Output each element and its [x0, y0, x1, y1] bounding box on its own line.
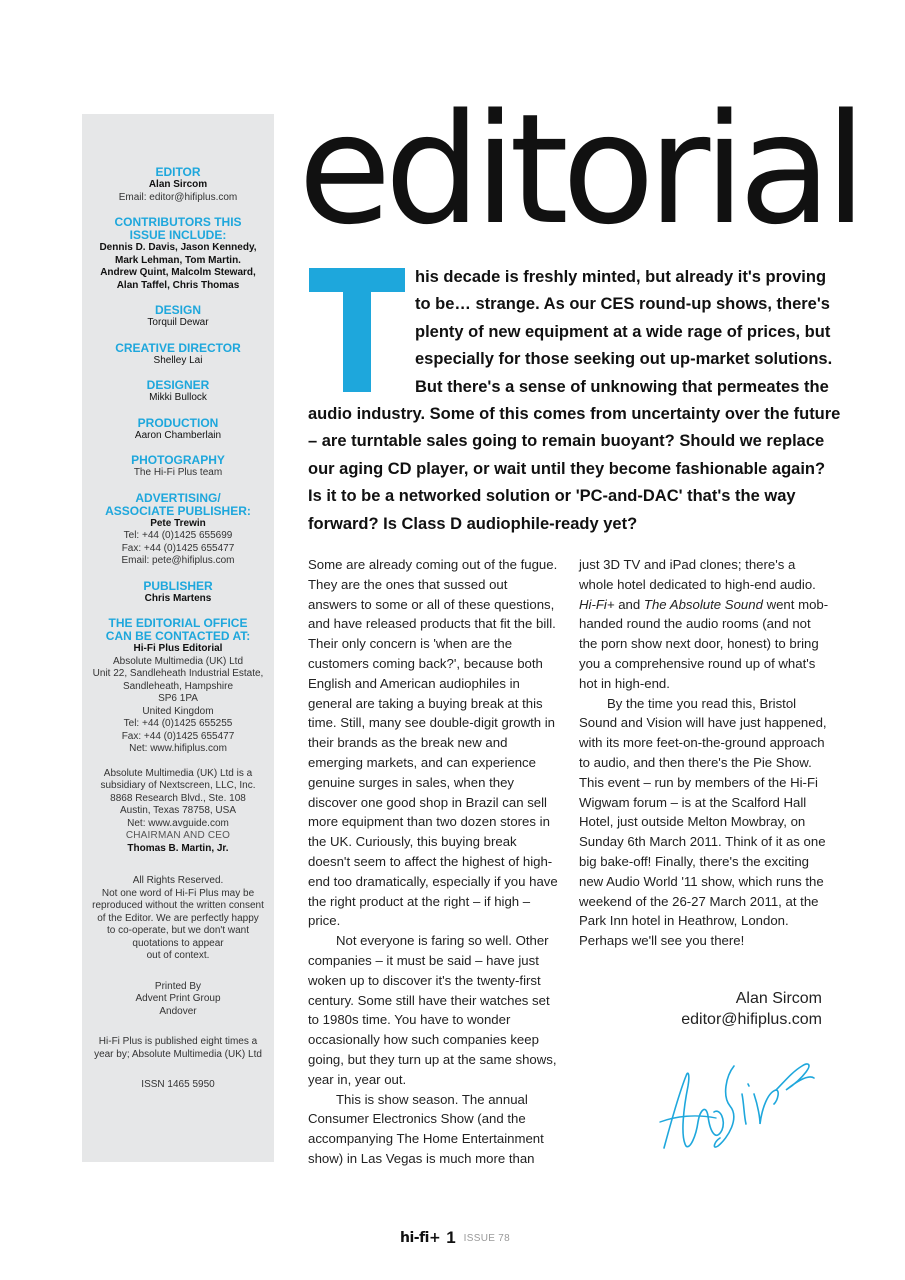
company-line: Austin, Texas 78758, USA	[120, 805, 236, 816]
advertising-tel: Tel: +44 (0)1425 655699	[123, 530, 233, 541]
company-line: subsidiary of Nextscreen, LLC, Inc.	[100, 780, 256, 791]
company-line: Absolute Multimedia (UK) Ltd is a	[103, 767, 253, 779]
office-address-line: Absolute Multimedia (UK) Ltd	[112, 655, 244, 667]
company-line: 8868 Research Blvd., Ste. 108	[110, 792, 246, 804]
advertising-heading-1: ADVERTISING/	[135, 490, 221, 505]
office-tel: Tel: +44 (0)1425 655255	[123, 718, 233, 729]
publication-name: The Absolute Sound	[643, 596, 763, 612]
standfirst-line: plenty of new equipment at a wide rage of prices, but	[415, 322, 831, 341]
page-number: 1	[446, 1228, 456, 1247]
masthead-photography	[82, 454, 274, 480]
production-name: Aaron Chamberlain	[134, 429, 222, 441]
masthead-production	[82, 417, 274, 443]
editor-email: Email: editor@hifiplus.com	[118, 191, 238, 203]
masthead-sidebar	[82, 114, 274, 1162]
masthead-contributors	[82, 216, 274, 292]
rights-line: to co-operate, but we don't want	[107, 925, 249, 936]
rights-line: Not one word of Hi-Fi Plus may be	[101, 887, 255, 899]
handwritten-signature	[656, 1046, 816, 1166]
office-fax: Fax: +44 (0)1425 655477	[121, 730, 235, 742]
office-address-line: Sandleheath, Hampshire	[122, 680, 234, 692]
photography-name: The Hi-Fi Plus team	[133, 467, 223, 478]
rights-line: quotations to appear	[132, 937, 224, 949]
contributors-line: Alan Taffel, Chris Thomas	[116, 279, 240, 291]
company-line: Net: www.avguide.com	[127, 817, 229, 829]
office-name: Hi-Fi Plus Editorial	[133, 643, 223, 654]
office-net: Net: www.hifiplus.com	[129, 743, 227, 754]
signoff	[681, 988, 822, 1030]
office-heading-1: THE EDITORIAL OFFICE	[108, 616, 248, 630]
body-text: went mob-handed round the audio rooms (and not the porn show next door, honest) to bring you a comprehensive round up of what's hot in high-end.	[579, 596, 829, 691]
printed-line: Advent Print Group	[135, 993, 221, 1004]
masthead-creative-director	[82, 342, 274, 368]
editor-heading: EDITOR	[155, 165, 201, 179]
standfirst-line: – are turntable sales going to remain buoyant? Should we replace	[308, 432, 825, 451]
printed-line: Printed By	[154, 980, 202, 992]
publisher-heading: PUBLISHER	[143, 578, 213, 593]
signoff-name: Alan Sircom	[735, 990, 822, 1007]
standfirst-line: to be… strange. As our CES round-up shows, there's	[415, 295, 830, 314]
advertising-heading-2: ASSOCIATE PUBLISHER:	[105, 503, 251, 518]
editor-name: Alan Sircom	[148, 179, 208, 190]
hifi-plus-logo: hi-fi+	[400, 1230, 441, 1246]
standfirst-line: Is it to be a networked solution or 'PC-and-DAC' that's the way	[308, 487, 796, 506]
contributors-heading-1: CONTRIBUTORS THIS	[114, 215, 242, 229]
production-heading: PRODUCTION	[137, 415, 219, 430]
signoff-email: editor@hifiplus.com	[681, 1011, 822, 1028]
rights-line: of the Editor. We are perfectly happy	[97, 912, 259, 924]
published-line: year by; Absolute Multimedia (UK) Ltd	[94, 1048, 262, 1060]
advertising-fax: Fax: +44 (0)1425 655477	[121, 542, 235, 554]
office-address-line: SP6 1PA	[158, 693, 198, 704]
masthead-company	[82, 768, 274, 856]
masthead-rights	[82, 875, 274, 963]
contributors-heading-2: ISSUE INCLUDE:	[129, 228, 227, 242]
masthead-issn	[82, 1079, 274, 1092]
contributors-line: Andrew Quint, Malcolm Steward,	[100, 267, 256, 278]
publisher-name: Chris Martens	[144, 592, 212, 604]
masthead-published	[82, 1036, 274, 1061]
rights-line: All Rights Reserved.	[132, 875, 224, 886]
office-address-line: Unit 22, Sandleheath Industrial Estate,	[92, 668, 264, 679]
contributors-line: Mark Lehman, Tom Martin.	[115, 254, 241, 266]
body-paragraph	[579, 555, 831, 694]
masthead-designer	[82, 379, 274, 405]
standfirst-line: audio industry. Some of this comes from uncertainty over the future	[308, 405, 841, 424]
standfirst-line: his decade is freshly minted, but already it's proving	[415, 268, 827, 286]
masthead-design	[82, 304, 274, 330]
masthead-printed	[82, 981, 274, 1019]
design-name: Torquil Dewar	[147, 317, 209, 328]
body-paragraph: This is show season. The annual Consumer Electronics Show (and the accompanying The Home Entertainment show) in Las Vegas is much more than	[308, 1091, 544, 1166]
standfirst-line: But there's a sense of unknowing that permeates the	[415, 377, 829, 396]
designer-heading: DESIGNER	[146, 378, 210, 392]
office-heading-2: CAN BE CONTACTED AT:	[105, 629, 251, 643]
rights-line: out of context.	[146, 950, 210, 961]
issn: ISSN 1465 5950	[141, 1079, 215, 1090]
design-heading: DESIGN	[154, 303, 201, 317]
standfirst-line: forward? Is Class D audiophile-ready yet?	[308, 514, 638, 533]
body-text: and	[614, 596, 644, 612]
printed-line: Andover	[159, 1005, 197, 1017]
masthead-office	[82, 617, 274, 756]
masthead-publisher	[82, 580, 274, 606]
creative-director-heading: CREATIVE DIRECTOR	[115, 340, 241, 355]
ceo-role: CHAIRMAN AND CEO	[125, 830, 231, 841]
ceo-name: Thomas B. Martin, Jr.	[127, 842, 229, 854]
office-address-line: United Kingdom	[142, 705, 214, 717]
body-text: just 3D TV and iPad clones; there's a whole hotel dedicated to high-end audio.	[579, 557, 816, 592]
published-line: Hi-Fi Plus is published eight times a	[98, 1036, 258, 1047]
designer-name: Mikki Bullock	[149, 392, 207, 403]
body-paragraph: By the time you read this, Bristol Sound and Vision will have just happened, with its more feet-on-the-ground approach to audio, and then there's the Pie Show. This event – run by members of the Hi-Fi Wigwam forum – is at the Scalford Hall Hotel, just outside Melton Mowbray, on Sunday 6th March 2011. Think of it as one big bake-off! Finally, there's the exciting new Audio World '11 show, which runs the weekend of the 26-27 March 2011, at the Park Inn hotel in Heathrow, London. Perhaps we'll see you there!	[579, 695, 827, 949]
advertising-email: Email: pete@hifiplus.com	[121, 555, 235, 566]
page-footer	[400, 1229, 510, 1247]
body-paragraph: Some are already coming out of the fugue. They are the ones that sussed out answers to some or all of these questions, and have released products that fit the bill. Their only concern is 'when are the customers coming back?', because both English and American audiophiles in general are taking a buying break at this time. Still, many see double-digit growth in their brands as the break new and emerging markets, and can experience genuine surges in sales, when they discover one good shop in Brazil can sell more equipment than two dozen stores in the UK. Curiously, this buying break doesn't seem to affect the highest of high-end too dramatically, especially if you have the right product at the right – if high – price.	[308, 557, 558, 929]
photography-heading: PHOTOGRAPHY	[131, 453, 225, 467]
standfirst	[308, 264, 841, 538]
publication-name: Hi-Fi+	[579, 596, 615, 612]
masthead-editor	[82, 166, 274, 204]
contributors-line: Dennis D. Davis, Jason Kennedy,	[99, 242, 257, 253]
body-column-left	[308, 555, 560, 1169]
standfirst-line: especially for those seeking out up-market solutions.	[415, 350, 833, 369]
standfirst-line: our aging CD player, or wait until they become fashionable again?	[308, 459, 826, 478]
body-column-right	[579, 555, 831, 951]
rights-line: reproduced without the written consent	[92, 900, 264, 911]
page-title: editorial	[298, 81, 860, 258]
issue-number: ISSUE 78	[463, 1232, 510, 1244]
body-paragraph: Not everyone is faring so well. Other companies – it must be said – have just woken up to discover it's the twenty-first century. Some still have their watches set to 1980s time. You have to wonder occasionally how such companies keep going, but they turn up at the same shows, year in, year out.	[308, 933, 557, 1087]
creative-director-name: Shelley Lai	[153, 354, 203, 366]
advertising-name: Pete Trewin	[150, 517, 206, 529]
masthead-advertising	[82, 492, 274, 568]
